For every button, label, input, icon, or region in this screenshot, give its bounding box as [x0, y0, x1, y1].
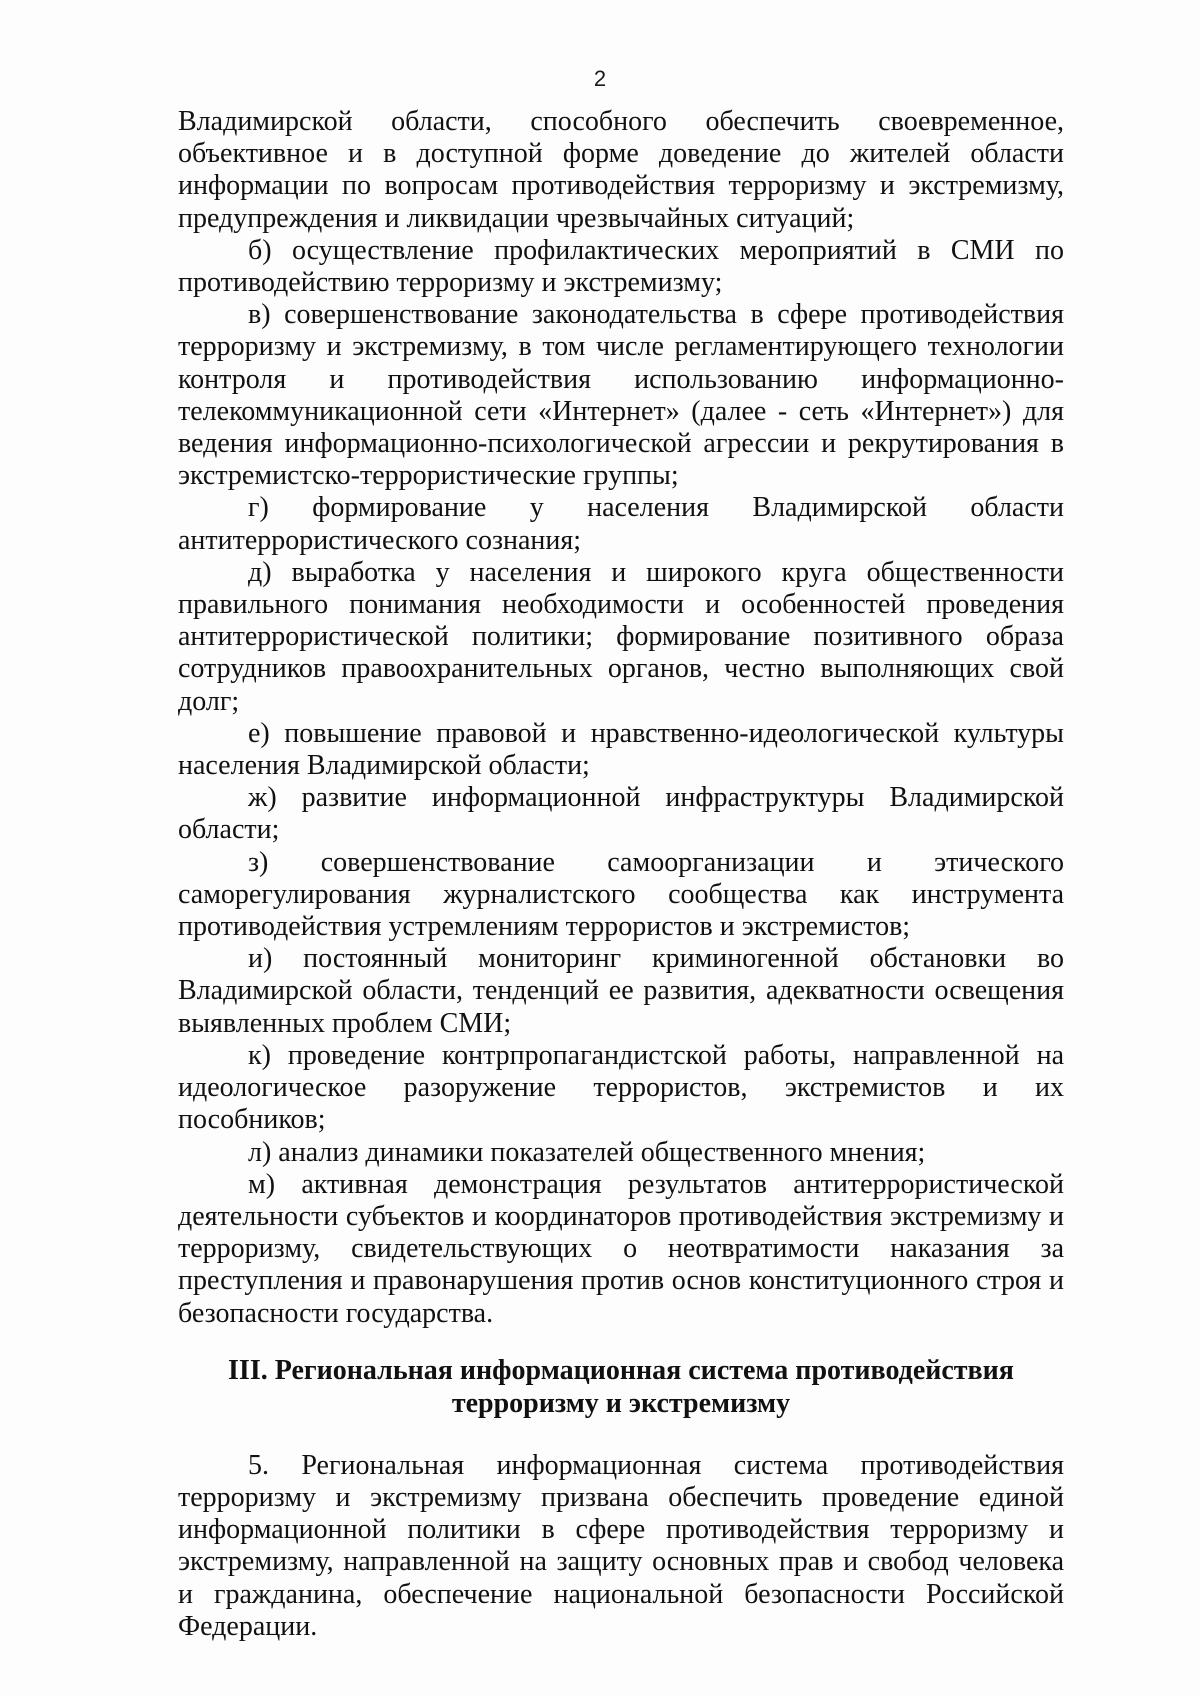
page-number: 2	[593, 66, 607, 91]
list-item-b: б) осуществление профилактических мероприятий в СМИ по противодействию терроризму и экстремизму;	[178, 234, 1064, 299]
document-body	[178, 106, 1064, 1643]
list-item-l: л) анализ динамики показателей общественного мнения;	[248, 1136, 926, 1168]
section-paragraph: 5. Региональная информационная система противодействия терроризму и экстремизму призвана обеспечить проведение единой информационной политики в сфере противодействия терроризму и экстремизму, направленной на защиту основных прав и свобод человека и гражданина, обеспечение национальной безопасности Российской Федерации.	[178, 1449, 1064, 1642]
list-item-v: в) совершенствование законодательства в сфере противодействия терроризму и экстремизму, в том числе регламентирующего технологии контроля и противодействия использованию информационно-телекоммуникационной сети «Интернет» (далее - сеть «Интернет») для ведения информационно-психологической агрессии и рекрутирования в экстремистско-террористические группы;	[178, 299, 1064, 492]
list-item-e: е) повышение правовой и нравственно-идеологической культуры населения Владимирской области;	[178, 717, 1064, 782]
section-heading	[178, 1354, 1064, 1420]
list-item-d: д) выработка у населения и широкого круга общественности правильного понимания необходимости и особенностей проведения антитеррористической политики; формирование позитивного образа сотрудников правоохранительных органов, честно выполняющих свой долг;	[178, 556, 1064, 717]
paragraph-continuation: Владимирской области, способного обеспечить своевременное, объективное и в доступной форме доведение до жителей области информации по вопросам противодействия терроризму и экстремизму, предупреждения и ликвидации чрезвычайных ситуаций;	[178, 106, 1064, 234]
section-heading-line2: терроризму и экстремизму	[451, 1387, 791, 1419]
list-item-g: г) формирование у населения Владимирской области антитеррористического сознания;	[178, 492, 1064, 556]
list-item-z: з) совершенствование самоорганизации и этического саморегулирования журналистского сообщества как инструмента противодействия устремлениям террористов и экстремистов;	[178, 846, 1064, 943]
list-item-zh: ж) развитие информационной инфраструктуры Владимирской области;	[178, 782, 1064, 846]
list-item-m: м) активная демонстрация результатов антитеррористической деятельности субъектов и координаторов противодействия экстремизму и терроризму, свидетельствующих о неотвратимости наказания за преступления и правонарушения против основ конституционного строя и безопасности государства.	[178, 1168, 1064, 1329]
section-heading-line1: III. Региональная информационная система противодействия	[228, 1354, 1014, 1386]
list-item-k: к) проведение контрпропагандистской работы, направленной на идеологическое разоружение террористов, экстремистов и их пособников;	[178, 1039, 1064, 1136]
list-item-i: и) постоянный мониторинг криминогенной обстановки во Владимирской области, тенденций ее развития, адекватности освещения выявленных проблем СМИ;	[178, 943, 1064, 1039]
